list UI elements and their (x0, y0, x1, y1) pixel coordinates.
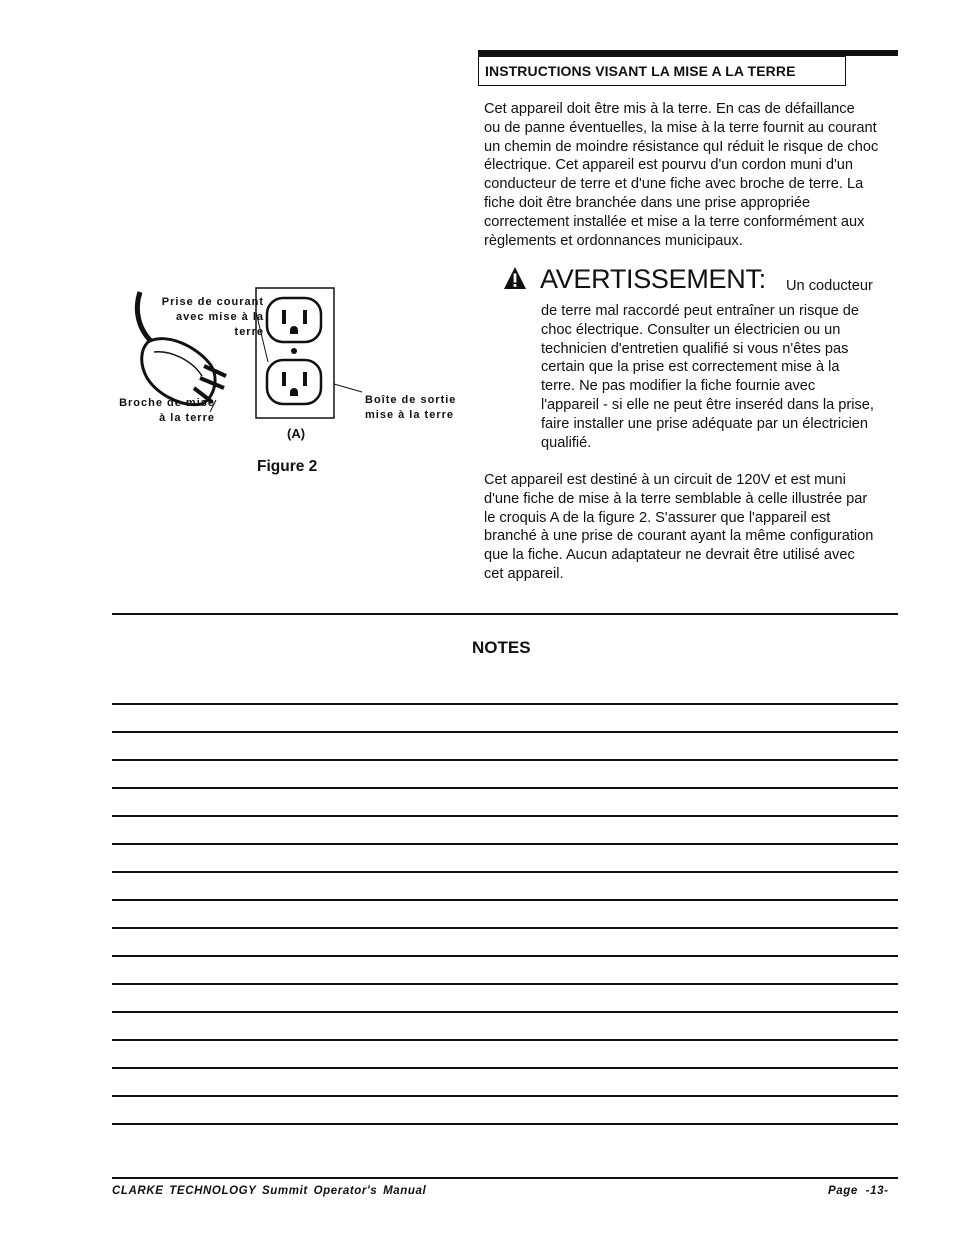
notes-separator (112, 613, 898, 615)
footer-manual-title: CLARKE TECHNOLOGY Summit Operator's Manual (112, 1185, 427, 1197)
note-line (112, 759, 898, 761)
note-line (112, 983, 898, 985)
note-line (112, 955, 898, 957)
circuit-paragraph: Cet appareil est destiné à un circuit de 120V et est muni d'une fiche de mise à la terre semblable à celle illustrée par le croquis A de la figure 2. S'assurer que l'appareil est branché à une prise de courant ayant la même configuration que la fiche. Aucun adaptateur ne devrait être utilisé avec cet appareil. (484, 472, 874, 582)
note-line (112, 927, 898, 929)
footer-rule (112, 1177, 898, 1179)
figure-label-prise: Prise de courant avec mise à la terre (161, 296, 264, 338)
warning-heading: AVERTISSEMENT: (540, 264, 766, 294)
note-line (112, 703, 898, 705)
note-line (112, 1011, 898, 1013)
footer-page-number: Page -13- (828, 1185, 889, 1197)
note-line (112, 1095, 898, 1097)
figure-label-boite: Boîte de sortie mise à la terre (365, 394, 457, 421)
note-line (112, 787, 898, 789)
warning-triangle-icon (503, 266, 527, 290)
warning-body-text: de terre mal raccordé peut entraîner un risque de choc électrique. Consulter un électricien ou un technicien d'entretien qualifié si vous n'êtes pas certain que la prise est correctement mise à la terre. Ne pas modifier la fiche fournie avec l'appareil - si elle ne peut être inseréd dans la prise, faire installer une prise adéquate par un électricien qualifié. (541, 303, 874, 451)
note-line (112, 843, 898, 845)
note-line (112, 731, 898, 733)
note-line (112, 1039, 898, 1041)
grounding-intro-paragraph: Cet appareil doit être mis à la terre. En cas de défaillance ou de panne éventuelles, la mise à la terre fournit au courant un chemin de moindre résistance quI réduit le risque de choc électrique. Cet appareil est pourvu d'un cordon muni d'un conducteur de terre et d'une fiche avec broche de terre. La fiche doit être branchée dans une prise appropriée correctement installée et mise a la terre conformément aux règlements et ordonnances municipaux. (484, 101, 879, 249)
section-title: INSTRUCTIONS VISANT LA MISE A LA TERRE (485, 63, 796, 79)
figure-label-broche: Broche de mise à la terre (119, 397, 215, 424)
notes-title: NOTES (472, 638, 531, 657)
note-line (112, 1067, 898, 1069)
figure-sketch-label: (A) (287, 426, 306, 441)
figure-caption: Figure 2 (257, 458, 318, 475)
note-line (112, 1123, 898, 1125)
note-line (112, 815, 898, 817)
note-line (112, 871, 898, 873)
note-line (112, 899, 898, 901)
warning-lead-text: Un coducteur (786, 278, 873, 294)
